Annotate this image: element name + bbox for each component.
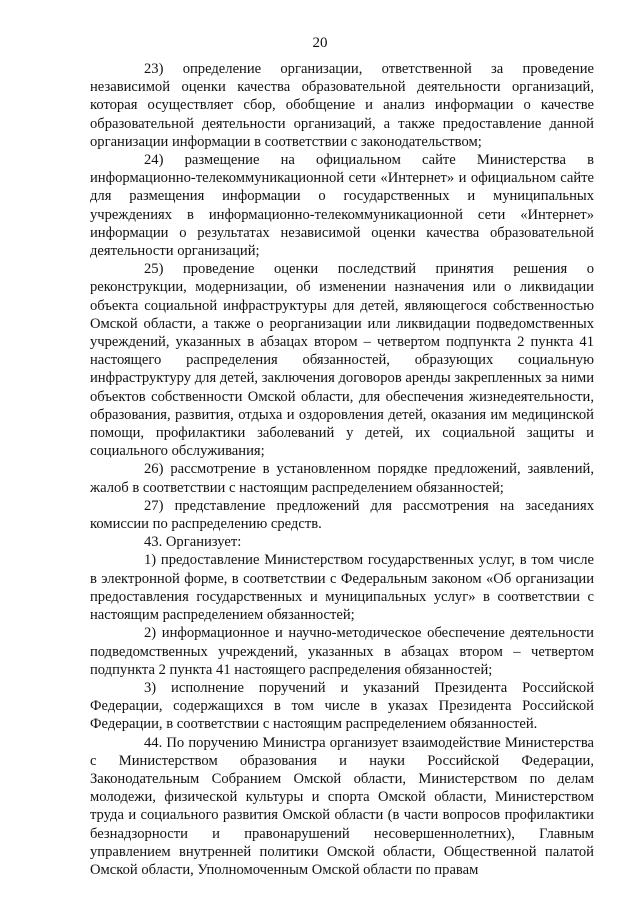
section-43-item-3: 3) исполнение поручений и указаний Президента Российской Федерации, содержащихся в том числе в указах Президента Российской Федерации, в соответствии с настоящим распределением обязанностей. — [90, 679, 594, 733]
section-43-heading: 43. Организует: — [144, 534, 242, 551]
page-number: 20 — [312, 35, 328, 51]
section-43-item-1: 1) предоставление Министерством государственных услуг, в том числе в электронной форме, в соответствии с Федеральным законом «Об организации предоставления государственных и муниципальных услуг» в соответствии с настоящим распределением обязанностей; — [90, 552, 594, 624]
paragraph-item-26: 26) рассмотрение в установленном порядке предложений, заявлений, жалоб в соответствии с настоящим распределением обязанностей; — [90, 461, 594, 496]
paragraph-item-25: 25) проведение оценки последствий принятия решения о реконструкции, модернизации, об изменении назначения или о ликвидации объекта социальной инфраструктуры для детей, являющегося собственностью Омской области, а также о реорганизации или ликвидации подведомственных учреждений, указанных в абзацах втором – четвертом подпункта 2 пункта 41 настоящего распределения обязанностей, образующих социальную инфраструктуру для детей, заключения договоров аренды закрепленных за ними объектов собственности Омской области, для обеспечения жизнедеятельности, образования, развития, отдыха и оздоровления детей, оказания им медицинской помощи, профилактики заболеваний у детей, их социальной защиты и социального обслуживания; — [90, 261, 594, 460]
section-44-paragraph: 44. По поручению Министра организует взаимодействие Министерства с Министерством образования и науки Российской Федерации, Законодательным Собранием Омской области, Министерством по делам молодежи, физической культуры и спорта Омской области, Министерством труда и социального развития Омской области (в части вопросов профилактики безнадзорности и правонарушений несовершеннолетних), Главным управлением внутренней политики Омской области, Общественной палатой Омской области, Уполномоченным Омской области по правам — [90, 734, 594, 878]
paragraph-item-23: 23) определение организации, ответственной за проведение независимой оценки качества образовательной деятельности организаций, которая осуществляет сбор, обобщение и анализ информации о качестве образовательной деятельности организаций, а также предоставление данной организации информации в соответствии с законодательством; — [90, 61, 594, 150]
section-43-item-2: 2) информационное и научно-методическое обеспечение деятельности подведомственных учреждений, указанных в абзацах втором – четвертом подпункта 2 пункта 41 настоящего распределения обязанностей; — [90, 625, 594, 678]
paragraph-item-24: 24) размещение на официальном сайте Министерства в информационно-телекоммуникационной сети «Интернет» и официальном сайте для размещения информации о государственных и муниципальных учреждениях в информационно-телекоммуникационной сети «Интернет» информации о результатах независимой оценки качества образовательной деятельности организаций; — [90, 152, 594, 260]
paragraph-item-27: 27) представление предложений для рассмотрения на заседаниях комиссии по распределению средств. — [90, 497, 594, 533]
document-body — [90, 60, 594, 879]
